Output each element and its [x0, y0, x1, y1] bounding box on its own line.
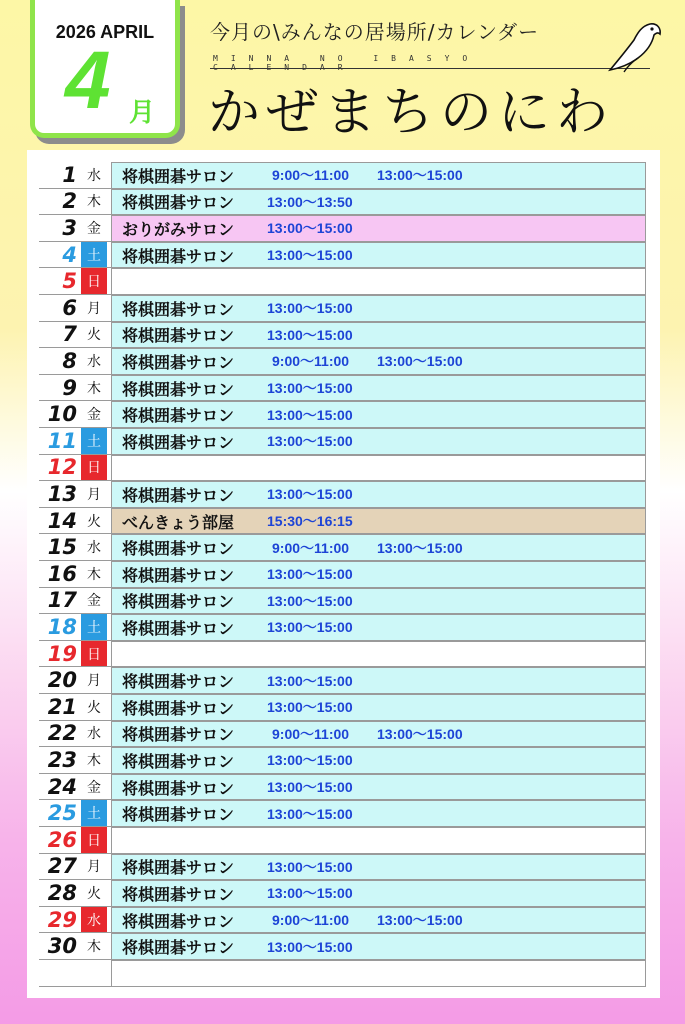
event-name: 将棋囲碁サロン — [122, 618, 235, 638]
event-name: 将棋囲碁サロン — [122, 565, 235, 585]
event-cell — [111, 295, 646, 321]
calendar-row — [39, 614, 646, 641]
event-name: 将棋囲碁サロン — [122, 326, 235, 346]
event-cell — [111, 534, 646, 560]
day-number: 12 — [47, 455, 77, 480]
event-cell — [111, 747, 646, 773]
calendar-row — [39, 667, 646, 694]
calendar-row — [39, 827, 646, 854]
weekday-label: 火 — [87, 699, 101, 716]
day-number: 16 — [47, 561, 77, 586]
day-number: 19 — [47, 641, 77, 666]
event-time-second: 13:00～15:00 — [377, 725, 463, 742]
event-name: 将棋囲碁サロン — [122, 299, 235, 319]
weekday-label: 木 — [87, 380, 101, 397]
calendar-row — [39, 215, 646, 242]
calendar-row — [39, 348, 646, 375]
event-time: 13:00～15:00 — [267, 406, 353, 423]
day-number: 25 — [47, 801, 77, 826]
calendar-row — [39, 428, 646, 455]
event-time: 13:00～15:00 — [267, 220, 353, 237]
month-badge — [30, 0, 180, 138]
day-number: 11 — [47, 428, 77, 453]
weekday-label: 水 — [87, 726, 101, 743]
event-cell — [111, 721, 646, 747]
day-number: 24 — [47, 774, 77, 799]
day-number: 1 — [62, 162, 77, 187]
event-cell — [111, 322, 646, 348]
day-number: 23 — [47, 747, 77, 772]
calendar-row — [39, 854, 646, 881]
event-time: 13:00～15:00 — [267, 247, 353, 264]
event-cell — [111, 800, 646, 826]
day-number: 5 — [62, 269, 77, 294]
event-time: 13:00～15:00 — [267, 938, 353, 955]
bird-icon — [602, 18, 664, 74]
day-number: 4 — [62, 242, 77, 267]
weekday-label: 日 — [81, 455, 107, 481]
weekday-label: 火 — [87, 885, 101, 902]
event-time: 13:00～15:00 — [267, 326, 353, 343]
event-cell — [111, 189, 646, 215]
event-name: 将棋囲碁サロン — [122, 539, 235, 559]
month-unit: 月 — [129, 97, 156, 127]
event-cell — [111, 401, 646, 427]
weekday-label: 土 — [81, 614, 107, 640]
header-divider — [210, 68, 650, 69]
event-name: 将棋囲碁サロン — [122, 672, 235, 692]
calendar-row — [39, 561, 646, 588]
event-cell — [111, 508, 646, 534]
calendar-row — [39, 721, 646, 748]
calendar-row — [39, 747, 646, 774]
calendar-row — [39, 800, 646, 827]
event-name: 将棋囲碁サロン — [122, 698, 235, 718]
event-cell — [111, 614, 646, 640]
day-number: 14 — [47, 508, 77, 533]
event-time: 13:00～15:00 — [267, 672, 353, 689]
day-number: 27 — [47, 854, 77, 879]
day-number: 18 — [47, 614, 77, 639]
weekday-label: 火 — [87, 513, 101, 530]
event-cell — [111, 774, 646, 800]
weekday-label: 月 — [87, 300, 101, 317]
calendar-row — [39, 774, 646, 801]
event-cell — [111, 960, 646, 986]
weekday-label: 金 — [87, 779, 101, 796]
calendar-row — [39, 401, 646, 428]
event-name: 将棋囲碁サロン — [122, 485, 235, 505]
day-number: 17 — [47, 588, 77, 613]
weekday-label: 水 — [87, 540, 101, 557]
weekday-label: 水 — [81, 907, 107, 933]
calendar-row — [39, 162, 646, 189]
calendar-row — [39, 375, 646, 402]
event-name: べんきょう部屋 — [122, 512, 235, 532]
event-cell — [111, 854, 646, 880]
weekday-label: 木 — [87, 194, 101, 211]
calendar-row — [39, 322, 646, 349]
event-time: 13:00～15:00 — [267, 380, 353, 397]
event-time: 13:00～15:00 — [267, 885, 353, 902]
day-number: 8 — [62, 348, 77, 373]
weekday-label: 金 — [87, 220, 101, 237]
calendar-row — [39, 960, 646, 987]
event-name: 将棋囲碁サロン — [122, 858, 235, 878]
weekday-label: 水 — [87, 353, 101, 370]
event-time: 13:00～15:00 — [267, 433, 353, 450]
weekday-label: 月 — [87, 673, 101, 690]
event-cell — [111, 641, 646, 667]
weekday-label — [81, 960, 107, 986]
event-name: 将棋囲碁サロン — [122, 751, 235, 771]
event-time: 13:00～15:00 — [267, 486, 353, 503]
event-name: 将棋囲碁サロン — [122, 166, 235, 186]
calendar-row — [39, 189, 646, 216]
event-name: 将棋囲碁サロン — [122, 592, 235, 612]
day-number: 15 — [47, 535, 77, 560]
weekday-label: 土 — [81, 428, 107, 454]
weekday-label: 月 — [87, 859, 101, 876]
event-time: 13:00～15:00 — [267, 805, 353, 822]
event-cell — [111, 880, 646, 906]
event-name: 将棋囲碁サロン — [122, 432, 235, 452]
event-time: 15:30～16:15 — [267, 513, 353, 530]
year-month-label: 2026 APRIL — [55, 22, 155, 42]
event-name: 将棋囲碁サロン — [122, 406, 235, 426]
event-cell — [111, 162, 646, 188]
event-name: 将棋囲碁サロン — [122, 725, 235, 745]
weekday-label: 火 — [87, 327, 101, 344]
day-number: 21 — [47, 694, 77, 719]
weekday-label: 土 — [81, 800, 107, 826]
event-name: 将棋囲碁サロン — [122, 246, 235, 266]
event-name: 将棋囲碁サロン — [122, 884, 235, 904]
event-time: 13:00～13:50 — [267, 193, 353, 210]
weekday-label: 金 — [87, 593, 101, 610]
event-time: 13:00～15:00 — [267, 699, 353, 716]
calendar-row — [39, 455, 646, 482]
event-cell — [111, 268, 646, 294]
calendar-row — [39, 907, 646, 934]
weekday-label: 水 — [87, 167, 101, 184]
day-number: 20 — [47, 668, 77, 693]
event-cell — [111, 667, 646, 693]
event-name: 将棋囲碁サロン — [122, 938, 235, 958]
event-time: 9:00～11:00 — [272, 725, 350, 742]
event-cell — [111, 215, 646, 241]
event-name: 将棋囲碁サロン — [122, 193, 235, 213]
calendar-row — [39, 534, 646, 561]
calendar-row — [39, 268, 646, 295]
event-time: 9:00～11:00 — [272, 353, 350, 370]
event-time: 13:00～15:00 — [267, 619, 353, 636]
weekday-label: 土 — [81, 242, 107, 268]
event-cell — [111, 348, 646, 374]
event-cell — [111, 428, 646, 454]
event-name: 将棋囲碁サロン — [122, 379, 235, 399]
calendar-row — [39, 295, 646, 322]
event-cell — [111, 694, 646, 720]
event-cell — [111, 242, 646, 268]
event-name: 将棋囲碁サロン — [122, 805, 235, 825]
weekday-label: 月 — [87, 486, 101, 503]
month-number: 4 — [65, 35, 111, 126]
calendar-sheet — [27, 150, 660, 998]
event-name: おりがみサロン — [122, 219, 235, 239]
day-number: 13 — [47, 481, 77, 506]
event-time: 13:00～15:00 — [267, 566, 353, 583]
calendar-row — [39, 481, 646, 508]
day-number: 7 — [62, 322, 77, 347]
calendar-row — [39, 933, 646, 960]
day-number: 6 — [62, 295, 77, 320]
calendar-row — [39, 588, 646, 615]
weekday-label: 木 — [87, 752, 101, 769]
day-number: 9 — [62, 375, 77, 400]
event-cell — [111, 481, 646, 507]
calendar-row — [39, 694, 646, 721]
calendar-subtitle: 今月の\みんなの居場所/カレンダー — [210, 20, 540, 44]
weekday-label: 日 — [81, 827, 107, 853]
day-number: 29 — [47, 907, 77, 932]
event-cell — [111, 907, 646, 933]
event-time: 13:00～15:00 — [267, 752, 353, 769]
weekday-label: 日 — [81, 268, 107, 294]
day-number: 28 — [47, 880, 77, 905]
day-number: 26 — [47, 827, 77, 852]
event-time: 13:00～15:00 — [267, 779, 353, 796]
event-cell — [111, 455, 646, 481]
event-name: 将棋囲碁サロン — [122, 778, 235, 798]
event-cell — [111, 588, 646, 614]
event-time-second: 13:00～15:00 — [377, 167, 463, 184]
event-time-second: 13:00～15:00 — [377, 912, 463, 929]
calendar-row — [39, 242, 646, 269]
weekday-label: 金 — [87, 407, 101, 424]
calendar-romaji: MINNA NO IBASYO — [213, 54, 481, 63]
calendar-row — [39, 641, 646, 668]
calendar-row — [39, 508, 646, 535]
weekday-label: 木 — [87, 939, 101, 956]
event-name: 将棋囲碁サロン — [122, 911, 235, 931]
day-number: 2 — [62, 189, 77, 214]
event-time-second: 13:00～15:00 — [377, 353, 463, 370]
event-cell — [111, 561, 646, 587]
event-time: 13:00～15:00 — [267, 858, 353, 875]
event-cell — [111, 827, 646, 853]
event-time: 9:00～11:00 — [272, 167, 350, 184]
event-cell — [111, 933, 646, 959]
weekday-label: 日 — [81, 641, 107, 667]
day-number: 3 — [62, 215, 77, 240]
event-cell — [111, 375, 646, 401]
weekday-label: 木 — [87, 566, 101, 583]
page-title: かぜまちのにわ — [208, 83, 615, 143]
event-time: 13:00～15:00 — [267, 300, 353, 317]
event-time: 13:00～15:00 — [267, 592, 353, 609]
day-number: 10 — [47, 402, 77, 427]
calendar-row — [39, 880, 646, 907]
event-time: 9:00～11:00 — [272, 912, 350, 929]
event-name: 将棋囲碁サロン — [122, 352, 235, 372]
day-number: 22 — [47, 721, 77, 746]
event-time: 9:00～11:00 — [272, 539, 350, 556]
event-time-second: 13:00～15:00 — [377, 539, 463, 556]
day-number: 30 — [47, 934, 77, 959]
